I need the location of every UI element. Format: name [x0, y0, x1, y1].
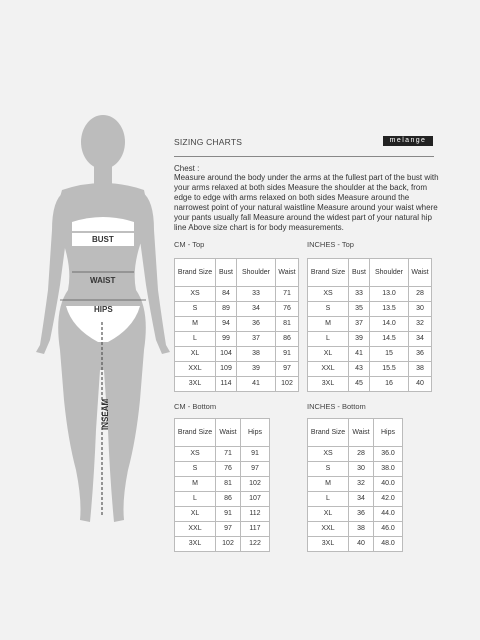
table-cell: 13.5 [370, 302, 409, 317]
table-cell: 3XL [308, 377, 349, 392]
table-cell: 28 [349, 447, 374, 462]
table-cell: 104 [216, 347, 237, 362]
table-cell: 97 [241, 462, 270, 477]
column-header: Bust [216, 259, 237, 287]
table-row [175, 477, 270, 492]
table-cell: 86 [216, 492, 241, 507]
table-header-row [308, 259, 432, 287]
table-cell: 40 [349, 537, 374, 552]
table-cell: 40 [409, 377, 432, 392]
table-cell: 102 [216, 537, 241, 552]
table-cell: 117 [241, 522, 270, 537]
table-cell: 42.0 [374, 492, 403, 507]
table-cell: 112 [241, 507, 270, 522]
hips-label: HIPS [94, 305, 113, 314]
column-header: Waist [276, 259, 299, 287]
table-cell: 15.5 [370, 362, 409, 377]
table-row [308, 332, 432, 347]
table-row [308, 317, 432, 332]
table-cell: L [175, 492, 216, 507]
table-cell: XS [308, 287, 349, 302]
table-cell: 76 [216, 462, 241, 477]
table-row [308, 287, 432, 302]
table-header-row [175, 259, 299, 287]
table-row [308, 377, 432, 392]
table-cell: 41 [349, 347, 370, 362]
page-title: SIZING CHARTS [174, 137, 243, 147]
table-cell: 41 [237, 377, 276, 392]
table-cell: XS [308, 447, 349, 462]
table-row [308, 362, 432, 377]
table-row [175, 492, 270, 507]
brand-logo: melange [383, 136, 433, 146]
table-cell: 16 [370, 377, 409, 392]
table-cell: 102 [241, 477, 270, 492]
table-row [175, 507, 270, 522]
table-row [175, 537, 270, 552]
table-row [308, 492, 403, 507]
waist-label: WAIST [90, 276, 116, 285]
table-row [175, 522, 270, 537]
table-cell: 32 [349, 477, 374, 492]
table-cell: 37 [237, 332, 276, 347]
table-cell: 40.0 [374, 477, 403, 492]
table-cell: XS [175, 447, 216, 462]
table-cell: M [308, 317, 349, 332]
table-cell: 32 [409, 317, 432, 332]
table-row [175, 347, 299, 362]
table-cell: 36 [237, 317, 276, 332]
table-cell: 28 [409, 287, 432, 302]
table-header-row [308, 419, 403, 447]
table-cell: 38 [409, 362, 432, 377]
table-cell: 34 [409, 332, 432, 347]
table-cell: S [308, 302, 349, 317]
column-header: Brand Size [308, 419, 349, 447]
table-cell: 71 [216, 447, 241, 462]
table-row [308, 302, 432, 317]
table-cell: 30 [349, 462, 374, 477]
inches-bottom-caption: INCHES - Bottom [307, 402, 366, 411]
inches-bottom-table [307, 418, 403, 552]
table-cell: 43 [349, 362, 370, 377]
column-header: Shoulder [370, 259, 409, 287]
table-cell: 3XL [175, 537, 216, 552]
table-cell: 37 [349, 317, 370, 332]
table-cell: 91 [241, 447, 270, 462]
table-cell: 91 [216, 507, 241, 522]
table-cell: M [175, 317, 216, 332]
cm-bottom-caption: CM - Bottom [174, 402, 217, 411]
table-cell: XXL [308, 362, 349, 377]
description-heading: Chest : [174, 164, 200, 173]
table-cell: XS [175, 287, 216, 302]
column-header: Hips [241, 419, 270, 447]
inches-top-table [307, 258, 432, 392]
table-cell: S [175, 302, 216, 317]
table-cell: 81 [216, 477, 241, 492]
table-cell: 76 [276, 302, 299, 317]
table-cell: 13.0 [370, 287, 409, 302]
table-cell: 109 [216, 362, 237, 377]
table-row [308, 537, 403, 552]
table-header-row [175, 419, 270, 447]
column-header: Brand Size [175, 419, 216, 447]
table-cell: 102 [276, 377, 299, 392]
table-cell: 39 [237, 362, 276, 377]
table-cell: 3XL [175, 377, 216, 392]
table-row [308, 507, 403, 522]
table-row [175, 332, 299, 347]
column-header: Waist [349, 419, 374, 447]
table-cell: M [308, 477, 349, 492]
table-cell: L [308, 332, 349, 347]
table-cell: 34 [237, 302, 276, 317]
table-cell: 38.0 [374, 462, 403, 477]
table-cell: 39 [349, 332, 370, 347]
bust-label: BUST [92, 235, 114, 244]
table-cell: 38 [349, 522, 374, 537]
table-cell: 46.0 [374, 522, 403, 537]
table-row [308, 462, 403, 477]
cm-top-table [174, 258, 299, 392]
table-row [308, 347, 432, 362]
table-row [175, 287, 299, 302]
table-cell: XXL [308, 522, 349, 537]
column-header: Bust [349, 259, 370, 287]
cm-bottom-table [174, 418, 270, 552]
table-row [175, 302, 299, 317]
table-cell: 15 [370, 347, 409, 362]
table-cell: 44.0 [374, 507, 403, 522]
table-row [308, 477, 403, 492]
description-text: Measure around the body under the arms at the fullest part of the bust with your arms relaxed at both sides Measure the shoulder at the back, from edge to edge with arms relaxed on both sides Measure around the narrowest point of your natural waistline Measure around your waist where your pants usually fall Measure around the widest part of your natural hip line Above size chart is for body measurements. [174, 173, 439, 232]
table-cell: 86 [276, 332, 299, 347]
table-cell: XL [175, 347, 216, 362]
table-cell: 94 [216, 317, 237, 332]
table-row [175, 362, 299, 377]
table-cell: 97 [276, 362, 299, 377]
table-cell: 14.5 [370, 332, 409, 347]
table-cell: 122 [241, 537, 270, 552]
table-cell: 14.0 [370, 317, 409, 332]
table-cell: 97 [216, 522, 241, 537]
table-cell: 89 [216, 302, 237, 317]
table-cell: 34 [349, 492, 374, 507]
table-cell: XL [175, 507, 216, 522]
table-cell: S [308, 462, 349, 477]
cm-top-caption: CM - Top [174, 240, 205, 249]
table-cell: S [175, 462, 216, 477]
column-header: Waist [409, 259, 432, 287]
column-header: Brand Size [175, 259, 216, 287]
table-cell: 33 [237, 287, 276, 302]
table-row [308, 522, 403, 537]
column-header: Waist [216, 419, 241, 447]
table-cell: XXL [175, 522, 216, 537]
table-cell: 36 [349, 507, 374, 522]
table-row [175, 377, 299, 392]
table-row [175, 462, 270, 477]
table-cell: 3XL [308, 537, 349, 552]
table-cell: XXL [175, 362, 216, 377]
table-cell: 30 [409, 302, 432, 317]
table-cell: XL [308, 507, 349, 522]
table-cell: XL [308, 347, 349, 362]
table-cell: 107 [241, 492, 270, 507]
table-cell: L [308, 492, 349, 507]
column-header: Shoulder [237, 259, 276, 287]
table-cell: 114 [216, 377, 237, 392]
table-cell: 99 [216, 332, 237, 347]
table-cell: 91 [276, 347, 299, 362]
table-cell: 71 [276, 287, 299, 302]
title-divider [174, 156, 434, 157]
table-cell: 36 [409, 347, 432, 362]
inseam-label: INSEAM [101, 398, 110, 430]
table-cell: L [175, 332, 216, 347]
table-cell: M [175, 477, 216, 492]
inches-top-caption: INCHES - Top [307, 240, 354, 249]
table-cell: 48.0 [374, 537, 403, 552]
table-cell: 38 [237, 347, 276, 362]
table-cell: 45 [349, 377, 370, 392]
column-header: Hips [374, 419, 403, 447]
table-cell: 36.0 [374, 447, 403, 462]
table-row [308, 447, 403, 462]
column-header: Brand Size [308, 259, 349, 287]
table-row [175, 447, 270, 462]
table-cell: 81 [276, 317, 299, 332]
table-cell: 35 [349, 302, 370, 317]
table-cell: 84 [216, 287, 237, 302]
table-row [175, 317, 299, 332]
table-cell: 33 [349, 287, 370, 302]
